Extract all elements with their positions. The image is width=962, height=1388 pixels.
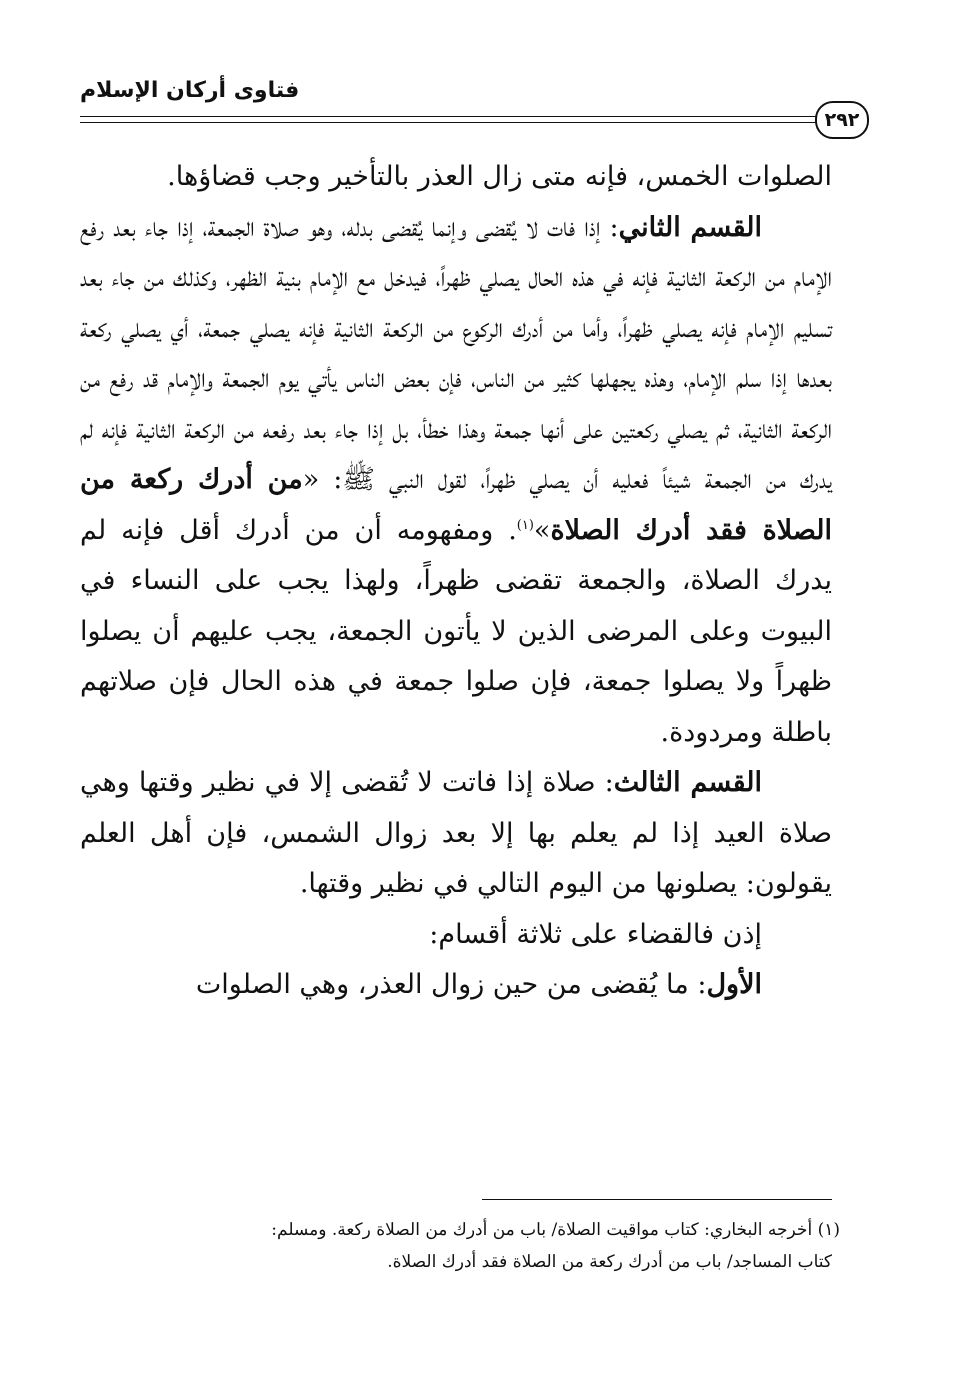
footnote	[80, 1214, 840, 1278]
footnote-separator	[482, 1199, 832, 1200]
running-header-title: فتاوى أركان الإسلام	[80, 78, 300, 103]
paragraph-2-text-a: : إذا فات لا يُقضى وإنما يُقضى بدله، وهو صلاة الجمعة، إذا جاء بعد رفع الإمام من الركعة الثانية فإنه في هذه الحال يصلي ظهراً، فيدخل مع الإمام بنية الظهر، وكذلك من جاء بعد تسليم الإمام فإنه يصلي ظهراً، وأما من أدرك الركوع من الركعة الثانية فإنه يصلي جمعة، أي يصلي ركعة بعدها إذا سلم الإمام، وهذه يجهلها كثير من الناس، فإن بعض الناس يأتي يوم الجمعة والإمام قد رفع من الركعة الثانية، ثم يصلي ركعتين على أنها جمعة وهذا خطأ، بل إذا جاء بعد رفعه من الركعة الثانية فإنه لم يدرك من الجمعة شيئاً فعليه أن يصلي ظهراً، لقول النبي ﷺ: «	[80, 211, 832, 495]
first-type-label: الأول	[706, 969, 762, 1000]
paragraph-1: الصلوات الخمس، فإنه متى زال العذر بالتأخير وجب قضاؤها.	[167, 161, 832, 192]
header-rule-bottom	[80, 122, 820, 123]
paragraph-4: إذن فالقضاء على ثلاثة أقسام:	[429, 918, 762, 950]
page-number-badge: ٢٩٢	[815, 101, 869, 139]
paragraph-3	[80, 758, 832, 910]
footnote-line-1: (١) أخرجه البخاري: كتاب مواقيت الصلاة/ باب من أدرك من الصلاة ركعة. ومسلم:	[271, 1220, 840, 1240]
hadith-quote: من أدرك ركعة من الصلاة فقد أدرك الصلاة	[80, 464, 832, 546]
paragraph-2-text-b: . ومفهومه أن من أدرك أقل فإنه لم يدرك الصلاة، والجمعة تقضى ظهراً، ولهذا يجب على النساء في البيوت وعلى المرضى الذين لا يأتون الجمعة، يجب عليهم أن يصلوا ظهراً ولا يصلوا جمعة، فإن صلوا جمعة في هذه الحال فإن صلاتهم باطلة ومردودة.	[80, 514, 832, 748]
paragraph-3-text: : صلاة إذا فاتت لا تُقضى إلا في نظير وقتها وهي صلاة العيد إذا لم يعلم بها إلا بعد زوال الشمس، فإن أهل العلم يقولون: يصلونها من اليوم التالي في نظير وقتها.	[80, 767, 832, 899]
footnote-line-2: كتاب المساجد/ باب من أدرك ركعة من الصلاة فقد أدرك الصلاة.	[387, 1252, 832, 1272]
paragraph-2	[80, 203, 832, 759]
quote-close-mark: »	[533, 514, 551, 546]
paragraph-5	[80, 960, 832, 1011]
body-text	[80, 152, 832, 1011]
footnote-reference: (١)	[516, 517, 534, 533]
section-two-label: القسم الثاني	[618, 211, 763, 243]
header-rule-top	[80, 116, 820, 117]
section-three-label: القسم الثالث	[613, 767, 762, 798]
paragraph-5-text: : ما يُقضى من حين زوال العذر، وهي الصلوات	[195, 969, 707, 1000]
